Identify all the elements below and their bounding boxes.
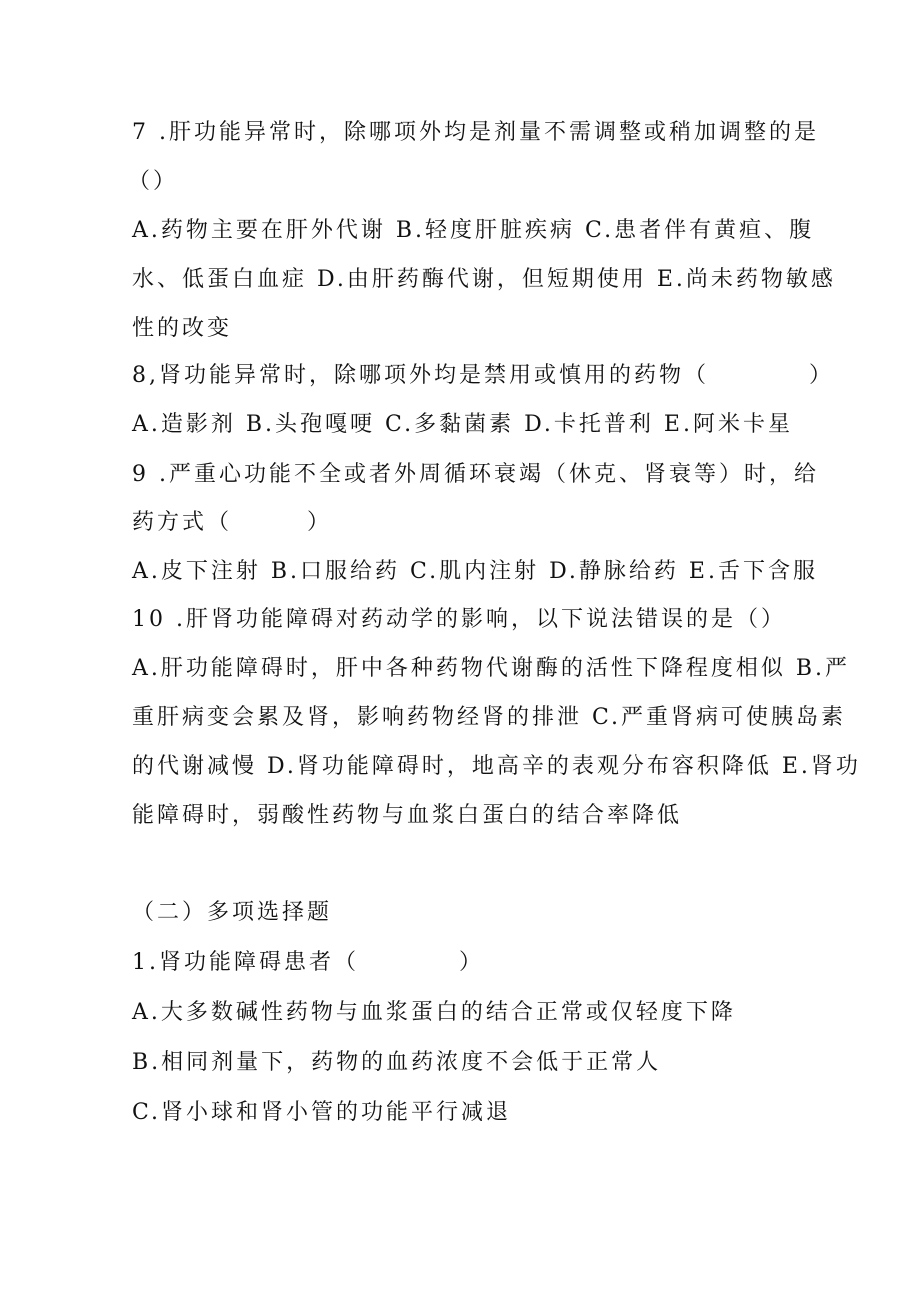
q10-options-line1: A.肝功能障碍时，肝中各种药物代谢酶的活性下降程度相似 B.严 (132, 656, 851, 681)
q10-options-line3: 的代谢减慢 D.肾功能障碍时，地高辛的表观分布容积降低 E.肾功 (132, 754, 861, 779)
mc-q1-option-c: C.肾小球和肾小管的功能平行减退 (132, 1100, 512, 1125)
section-heading-multiple-choice: （二）多项选择题 (132, 900, 333, 925)
q7-options-line2: 水、低蛋白血症 D.由肝药酶代谢，但短期使用 E.尚未药物敏感 (132, 267, 836, 292)
q9-stem-line2: 药方式（ ） (132, 510, 333, 535)
q10-options-line4: 能障碍时，弱酸性药物与血浆白蛋白的结合率降低 (132, 803, 683, 828)
q9-stem-line1: 9 .严重心功能不全或者外周循环衰竭（休克、肾衰等）时，给 (132, 462, 819, 487)
q7-options-line1: A.药物主要在肝外代谢 B.轻度肝脏疾病 C.患者伴有黄疸、腹 (132, 218, 815, 243)
q9-options: A.皮下注射 B.口服给药 C.肌内注射 D.静脉给药 E.舌下含服 (132, 559, 818, 584)
q7-options-line3: 性的改变 (132, 316, 233, 341)
q8-options: A.造影剂 B.头孢嘎哽 C.多黏菌素 D.卡托普利 E.阿米卡星 (132, 412, 793, 437)
q10-options-line2: 重肝病变会累及肾，影响药物经肾的排泄 C.严重肾病可使胰岛素 (132, 705, 847, 730)
q10-stem: 10 .肝肾功能障碍对药动学的影响，以下说法错误的是（） (132, 607, 786, 632)
q8-stem: 8,肾功能异常时，除哪项外均是禁用或慎用的药物（ ） (132, 363, 834, 388)
q7-blank: （） (128, 169, 179, 194)
q7-stem: 7 .肝功能异常时，除哪项外均是剂量不需调整或稍加调整的是 (132, 120, 819, 145)
mc-q1-stem: 1.肾功能障碍患者（ ） (132, 950, 484, 975)
mc-q1-option-b: B.相同剂量下，药物的血药浓度不会低于正常人 (132, 1050, 662, 1075)
mc-q1-option-a: A.大多数碱性药物与血浆蛋白的结合正常或仅轻度下降 (132, 1000, 736, 1025)
